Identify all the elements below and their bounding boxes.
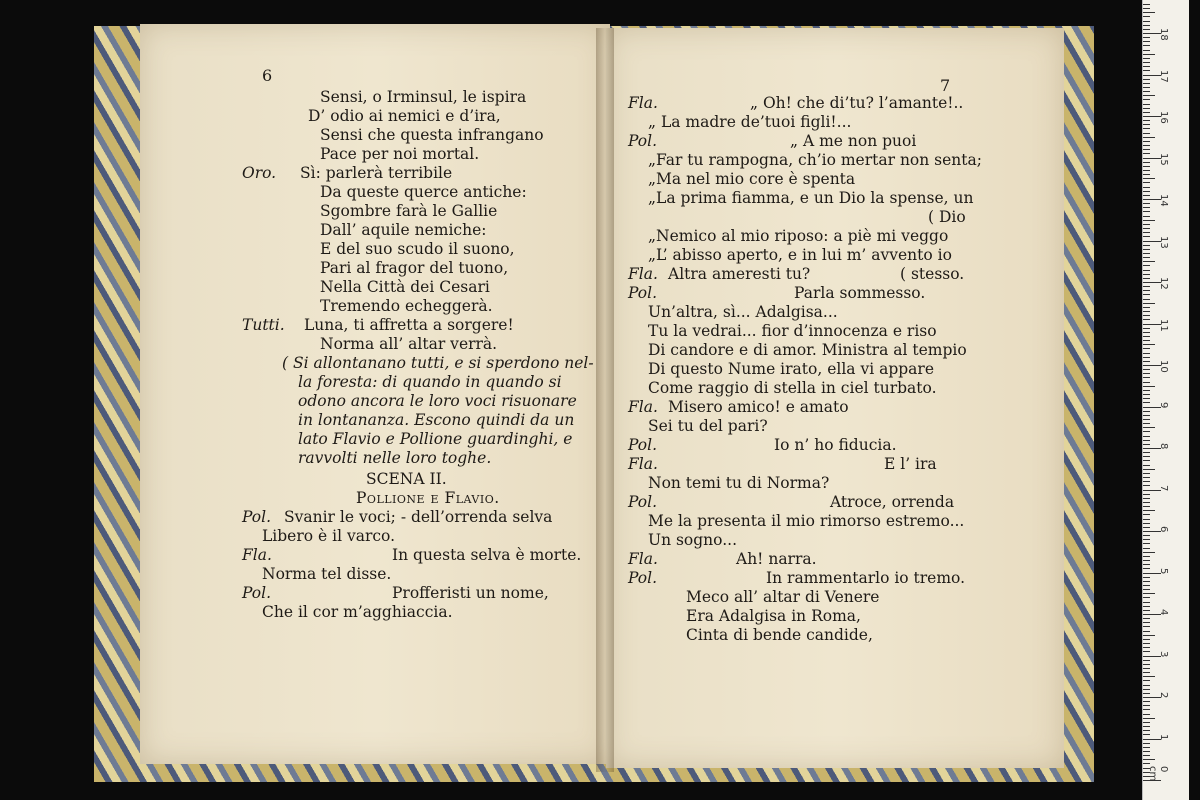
ruler-tick (1143, 45, 1150, 46)
ruler-tick (1143, 618, 1150, 619)
ruler-tick (1143, 224, 1150, 225)
ruler-tick (1143, 25, 1150, 26)
right-page-line: „Far tu rampogna, ch’io mertar non senta; (648, 151, 982, 169)
ruler-tick (1143, 311, 1150, 312)
right-page-line: Di candore e di amor. Ministra al tempio (648, 341, 967, 359)
measuring-ruler (1142, 0, 1189, 800)
ruler-tick (1143, 29, 1150, 30)
ruler-tick (1143, 340, 1150, 341)
ruler-tick (1143, 759, 1155, 760)
left-page-line: Norma tel disse. (262, 565, 392, 583)
ruler-tick (1143, 220, 1155, 221)
right-page-line: ( stesso. (900, 265, 965, 283)
ruler-tick (1143, 108, 1150, 109)
ruler-number: 13 (1158, 235, 1169, 249)
ruler-tick (1143, 369, 1150, 370)
ruler-tick (1143, 514, 1150, 515)
right-page-speaker: Pol. (628, 132, 658, 150)
left-page-line: Tremendo echeggerà. (320, 297, 493, 315)
ruler-tick (1143, 643, 1150, 644)
ruler-number: 11 (1158, 318, 1169, 332)
ruler-tick (1143, 249, 1150, 250)
ruler-number: 5 (1158, 567, 1169, 574)
ruler-tick (1143, 718, 1155, 719)
ruler-tick (1143, 763, 1150, 764)
ruler-tick (1143, 361, 1150, 362)
ruler-tick (1143, 141, 1150, 142)
left-page-line: Pollione e Flavio. (356, 489, 500, 507)
ruler-tick (1143, 166, 1150, 167)
right-page-number: 7 (940, 76, 951, 95)
ruler-tick (1143, 477, 1150, 478)
ruler-number: 1 (1158, 733, 1169, 740)
ruler-tick (1143, 581, 1150, 582)
ruler-tick (1143, 191, 1150, 192)
ruler-tick (1143, 348, 1150, 349)
ruler-tick (1143, 216, 1150, 217)
ruler-tick (1143, 236, 1150, 237)
right-page-line: Un’altra, sì... Adalgisa... (648, 303, 838, 321)
ruler-tick (1143, 195, 1150, 196)
left-page-line: lato Flavio e Pollione guardinghi, e (298, 430, 573, 448)
ruler-tick (1143, 357, 1150, 358)
right-page-speaker: Pol. (628, 493, 658, 511)
left-page-line: Sensi, o Irminsul, le ispira (320, 88, 527, 106)
ruler-tick (1143, 639, 1150, 640)
ruler-tick (1143, 261, 1155, 262)
ruler-tick (1143, 481, 1150, 482)
ruler-tick (1143, 187, 1150, 188)
ruler-tick (1143, 510, 1155, 511)
ruler-tick (1143, 70, 1150, 71)
ruler-tick (1143, 680, 1150, 681)
ruler-tick (1143, 589, 1150, 590)
ruler-tick (1143, 99, 1150, 100)
ruler-tick (1143, 149, 1150, 150)
ruler-tick (1143, 585, 1150, 586)
left-page-line: ravvolti nelle loro toghe. (298, 449, 492, 467)
right-page-line: Era Adalgisa in Roma, (686, 607, 861, 625)
ruler-tick (1143, 182, 1150, 183)
right-page-speaker: Pol. (628, 569, 658, 587)
right-page-line: Tu la vedrai... fior d’innocenza e riso (648, 322, 937, 340)
left-page-line: Dall’ aquile nemiche: (320, 221, 487, 239)
ruler-number: 2 (1158, 692, 1169, 699)
ruler-tick (1143, 560, 1150, 561)
left-page-line: Da queste querce antiche: (320, 183, 527, 201)
right-page-line: In rammentarlo io tremo. (766, 569, 966, 587)
ruler-number: 10 (1158, 360, 1169, 373)
left-page-line: SCENA II. (366, 470, 447, 488)
ruler-tick (1143, 494, 1150, 495)
left-page-line: in lontananza. Escono quindi da un (298, 411, 575, 429)
left-page-line: Luna, ti affretta a sorgere! (304, 316, 514, 334)
ruler-tick (1143, 535, 1150, 536)
ruler-tick (1143, 207, 1150, 208)
right-page-speaker: Pol. (628, 436, 658, 454)
ruler-tick (1143, 299, 1150, 300)
right-page-speaker: Fla. (628, 94, 658, 112)
ruler-tick (1143, 174, 1150, 175)
ruler-tick (1143, 440, 1150, 441)
ruler-tick (1143, 228, 1150, 229)
left-page-line: Profferisti un nome, (392, 584, 549, 602)
right-page-speaker: Fla. (628, 455, 658, 473)
right-page-speaker: Fla. (628, 265, 658, 283)
ruler-tick (1143, 37, 1150, 38)
left-page-line: Svanir le voci; - dell’orrenda selva (284, 508, 553, 526)
ruler-tick (1143, 170, 1150, 171)
ruler-tick (1143, 436, 1150, 437)
ruler-tick (1143, 112, 1150, 113)
right-page-line: „La prima fiamma, e un Dio la spense, un (648, 189, 974, 207)
ruler-tick (1143, 332, 1150, 333)
ruler-tick (1143, 203, 1150, 204)
ruler-tick (1143, 689, 1150, 690)
ruler-tick (1143, 373, 1150, 374)
ruler-tick (1143, 734, 1150, 735)
left-page-line: Sensi che questa infrangano (320, 126, 544, 144)
ruler-tick (1143, 701, 1150, 702)
ruler-tick (1143, 548, 1150, 549)
ruler-tick (1143, 315, 1150, 316)
ruler-tick (1143, 402, 1150, 403)
right-page-line: „ Oh! che di’tu? l’amante!.. (750, 94, 964, 112)
ruler-tick (1143, 162, 1150, 163)
ruler-number: 15 (1158, 152, 1169, 166)
ruler-tick (1143, 602, 1150, 603)
ruler-tick (1143, 66, 1150, 67)
ruler-tick (1143, 303, 1155, 304)
ruler-number: 4 (1158, 609, 1169, 616)
ruler-tick (1143, 593, 1155, 594)
ruler-tick (1143, 91, 1150, 92)
left-page-line: Nella Città dei Cesari (320, 278, 490, 296)
right-page-line: Me la presenta il mio rimorso estremo... (648, 512, 965, 530)
ruler-tick (1143, 460, 1150, 461)
left-page-line: ( Si allontanano tutti, e si sperdono nel- (282, 354, 594, 372)
ruler-tick (1143, 556, 1150, 557)
right-page-line: Non temi tu di Norma? (648, 474, 830, 492)
ruler-tick (1143, 83, 1150, 84)
ruler-tick (1143, 145, 1150, 146)
ruler-tick (1143, 419, 1150, 420)
ruler-tick (1143, 232, 1150, 233)
ruler-tick (1143, 730, 1150, 731)
ruler-tick (1143, 344, 1155, 345)
ruler-tick (1143, 622, 1150, 623)
ruler-tick (1143, 4, 1150, 5)
left-page-speaker: Pol. (242, 508, 272, 526)
ruler-tick (1143, 133, 1150, 134)
ruler-tick (1143, 664, 1150, 665)
ruler-tick (1143, 672, 1150, 673)
ruler-tick (1143, 128, 1150, 129)
ruler-tick (1143, 709, 1150, 710)
ruler-number: 18 (1158, 28, 1169, 41)
ruler-tick (1143, 398, 1150, 399)
left-page-line: odono ancora le loro voci risuonare (298, 392, 577, 410)
ruler-tick (1143, 577, 1150, 578)
ruler-tick (1143, 651, 1150, 652)
left-page-line: In questa selva è morte. (392, 546, 582, 564)
ruler-number: 17 (1158, 69, 1169, 83)
right-page-line: Di questo Nume irato, ella vi appare (648, 360, 935, 378)
left-page-line: Libero è il varco. (262, 527, 396, 545)
left-page-line: Sì: parlerà terribile (300, 164, 453, 182)
ruler-tick (1143, 79, 1150, 80)
right-page-line: Sei tu del pari? (648, 417, 768, 435)
ruler-tick (1143, 473, 1150, 474)
left-page-line: Che il cor m’agghiaccia. (262, 603, 453, 621)
right-page-line: Io n’ ho fiducia. (774, 436, 897, 454)
ruler-tick (1143, 506, 1150, 507)
ruler-tick (1143, 382, 1150, 383)
ruler-tick (1143, 705, 1150, 706)
ruler-tick (1143, 58, 1150, 59)
left-page-line: Norma all’ altar verrà. (320, 335, 498, 353)
ruler-tick (1143, 647, 1150, 648)
right-page-line: „Nemico al mio riposo: a piè mi veggo (648, 227, 949, 245)
ruler-tick (1143, 539, 1150, 540)
right-page-speaker: Fla. (628, 398, 658, 416)
ruler-tick (1143, 751, 1150, 752)
ruler-tick (1143, 427, 1155, 428)
ruler-tick (1143, 120, 1150, 121)
ruler-tick (1143, 87, 1150, 88)
ruler-number: 16 (1158, 111, 1169, 124)
ruler-tick (1143, 543, 1150, 544)
ruler-tick (1143, 377, 1150, 378)
ruler-tick (1143, 95, 1155, 96)
right-page-line: Ah! narra. (736, 550, 817, 568)
ruler-tick (1143, 415, 1150, 416)
right-page-speaker: Pol. (628, 284, 658, 302)
right-page-line: Atroce, orrenda (830, 493, 955, 511)
ruler-number: 8 (1158, 443, 1169, 450)
right-page-line: „Ma nel mio core è spenta (648, 170, 856, 188)
ruler-tick (1143, 606, 1150, 607)
ruler-tick (1143, 319, 1150, 320)
ruler-tick (1143, 278, 1150, 279)
right-page-line: Un sogno... (648, 531, 738, 549)
ruler-tick (1143, 153, 1150, 154)
ruler-number: 14 (1158, 194, 1169, 207)
ruler-tick (1143, 722, 1150, 723)
ruler-tick (1143, 353, 1150, 354)
ruler-number: 12 (1158, 277, 1169, 290)
ruler-tick (1143, 726, 1150, 727)
right-page-line: E l’ ira (884, 455, 937, 473)
right-page-line: „ A me non puoi (790, 132, 917, 150)
ruler-tick (1143, 597, 1150, 598)
ruler-tick (1143, 211, 1150, 212)
right-page-line: Parla sommesso. (794, 284, 926, 302)
ruler-tick (1143, 456, 1150, 457)
ruler-tick (1143, 137, 1155, 138)
ruler-tick (1143, 552, 1155, 553)
left-page-number: 6 (262, 66, 273, 85)
ruler-tick (1143, 390, 1150, 391)
ruler-tick (1143, 394, 1150, 395)
left-page-speaker: Tutti. (242, 316, 285, 334)
ruler-tick (1143, 307, 1150, 308)
ruler-tick (1143, 444, 1150, 445)
ruler-tick (1143, 62, 1150, 63)
ruler-tick (1143, 519, 1150, 520)
right-page-speaker: Fla. (628, 550, 658, 568)
ruler-tick (1143, 465, 1150, 466)
ruler-tick (1143, 635, 1155, 636)
ruler-tick (1143, 41, 1150, 42)
left-page-speaker: Pol. (242, 584, 272, 602)
ruler-tick (1143, 124, 1150, 125)
left-page-speaker: Fla. (242, 546, 272, 564)
ruler-tick (1143, 660, 1150, 661)
ruler-number: 7 (1158, 484, 1169, 491)
ruler-tick (1143, 485, 1150, 486)
ruler-unit-label: 0 cm (1147, 766, 1169, 782)
ruler-tick (1143, 21, 1150, 22)
ruler-tick (1143, 693, 1150, 694)
ruler-tick (1143, 178, 1155, 179)
ruler-tick (1143, 714, 1150, 715)
ruler-tick (1143, 668, 1150, 669)
ruler-tick (1143, 294, 1150, 295)
ruler-number: 3 (1158, 650, 1169, 657)
ruler-tick (1143, 755, 1150, 756)
left-page-line: Pari al fragor del tuono, (320, 259, 509, 277)
ruler-tick (1143, 631, 1150, 632)
ruler-tick (1143, 523, 1150, 524)
ruler-tick (1143, 16, 1150, 17)
ruler-tick (1143, 747, 1150, 748)
ruler-tick (1143, 336, 1150, 337)
right-page-line: Cinta di bende candide, (686, 626, 873, 644)
ruler-tick (1143, 685, 1150, 686)
ruler-tick (1143, 564, 1150, 565)
ruler-tick (1143, 469, 1155, 470)
ruler-tick (1143, 12, 1155, 13)
right-page-line: „L’ abisso aperto, e in lui m’ avvento io (648, 246, 952, 264)
book-gutter (596, 28, 614, 772)
ruler-tick (1143, 568, 1150, 569)
ruler-tick (1143, 50, 1150, 51)
left-page-speaker: Oro. (242, 164, 277, 182)
ruler-tick (1143, 257, 1150, 258)
ruler-tick (1143, 104, 1150, 105)
ruler-tick (1143, 676, 1155, 677)
ruler-tick (1143, 743, 1150, 744)
right-page-line: ( Dio (928, 208, 966, 226)
ruler-tick (1143, 253, 1150, 254)
ruler-tick (1143, 290, 1150, 291)
ruler-number: 9 (1158, 401, 1169, 408)
ruler-tick (1143, 527, 1150, 528)
ruler-tick (1143, 423, 1150, 424)
ruler-number: 6 (1158, 526, 1169, 533)
left-page-line: E del suo scudo il suono, (320, 240, 515, 258)
ruler-tick (1143, 286, 1150, 287)
right-page-line: Meco all’ altar di Venere (686, 588, 880, 606)
ruler-tick (1143, 498, 1150, 499)
left-page-line: la foresta: di quando in quando si (298, 373, 562, 391)
ruler-tick (1143, 54, 1155, 55)
ruler-tick (1143, 274, 1150, 275)
ruler-tick (1143, 502, 1150, 503)
ruler-tick (1143, 610, 1150, 611)
right-page-line: Misero amico! e amato (668, 398, 849, 416)
ruler-tick (1143, 270, 1150, 271)
ruler-tick (1143, 386, 1155, 387)
left-page-line: Pace per noi mortal. (320, 145, 480, 163)
right-page-line: Altra ameresti tu? (668, 265, 811, 283)
ruler-tick (1143, 452, 1150, 453)
left-page-line: D’ odio ai nemici e d’ira, (308, 107, 501, 125)
ruler-tick (1143, 8, 1150, 9)
right-page-line: Come raggio di stella in ciel turbato. (648, 379, 937, 397)
right-page-line: „ La madre de’tuoi figli!... (648, 113, 852, 131)
left-page-line: Sgombre farà le Gallie (320, 202, 498, 220)
ruler-tick (1143, 411, 1150, 412)
ruler-tick (1143, 245, 1150, 246)
ruler-tick (1143, 626, 1150, 627)
ruler-tick (1143, 328, 1150, 329)
ruler-tick (1143, 265, 1150, 266)
ruler-tick (1143, 431, 1150, 432)
